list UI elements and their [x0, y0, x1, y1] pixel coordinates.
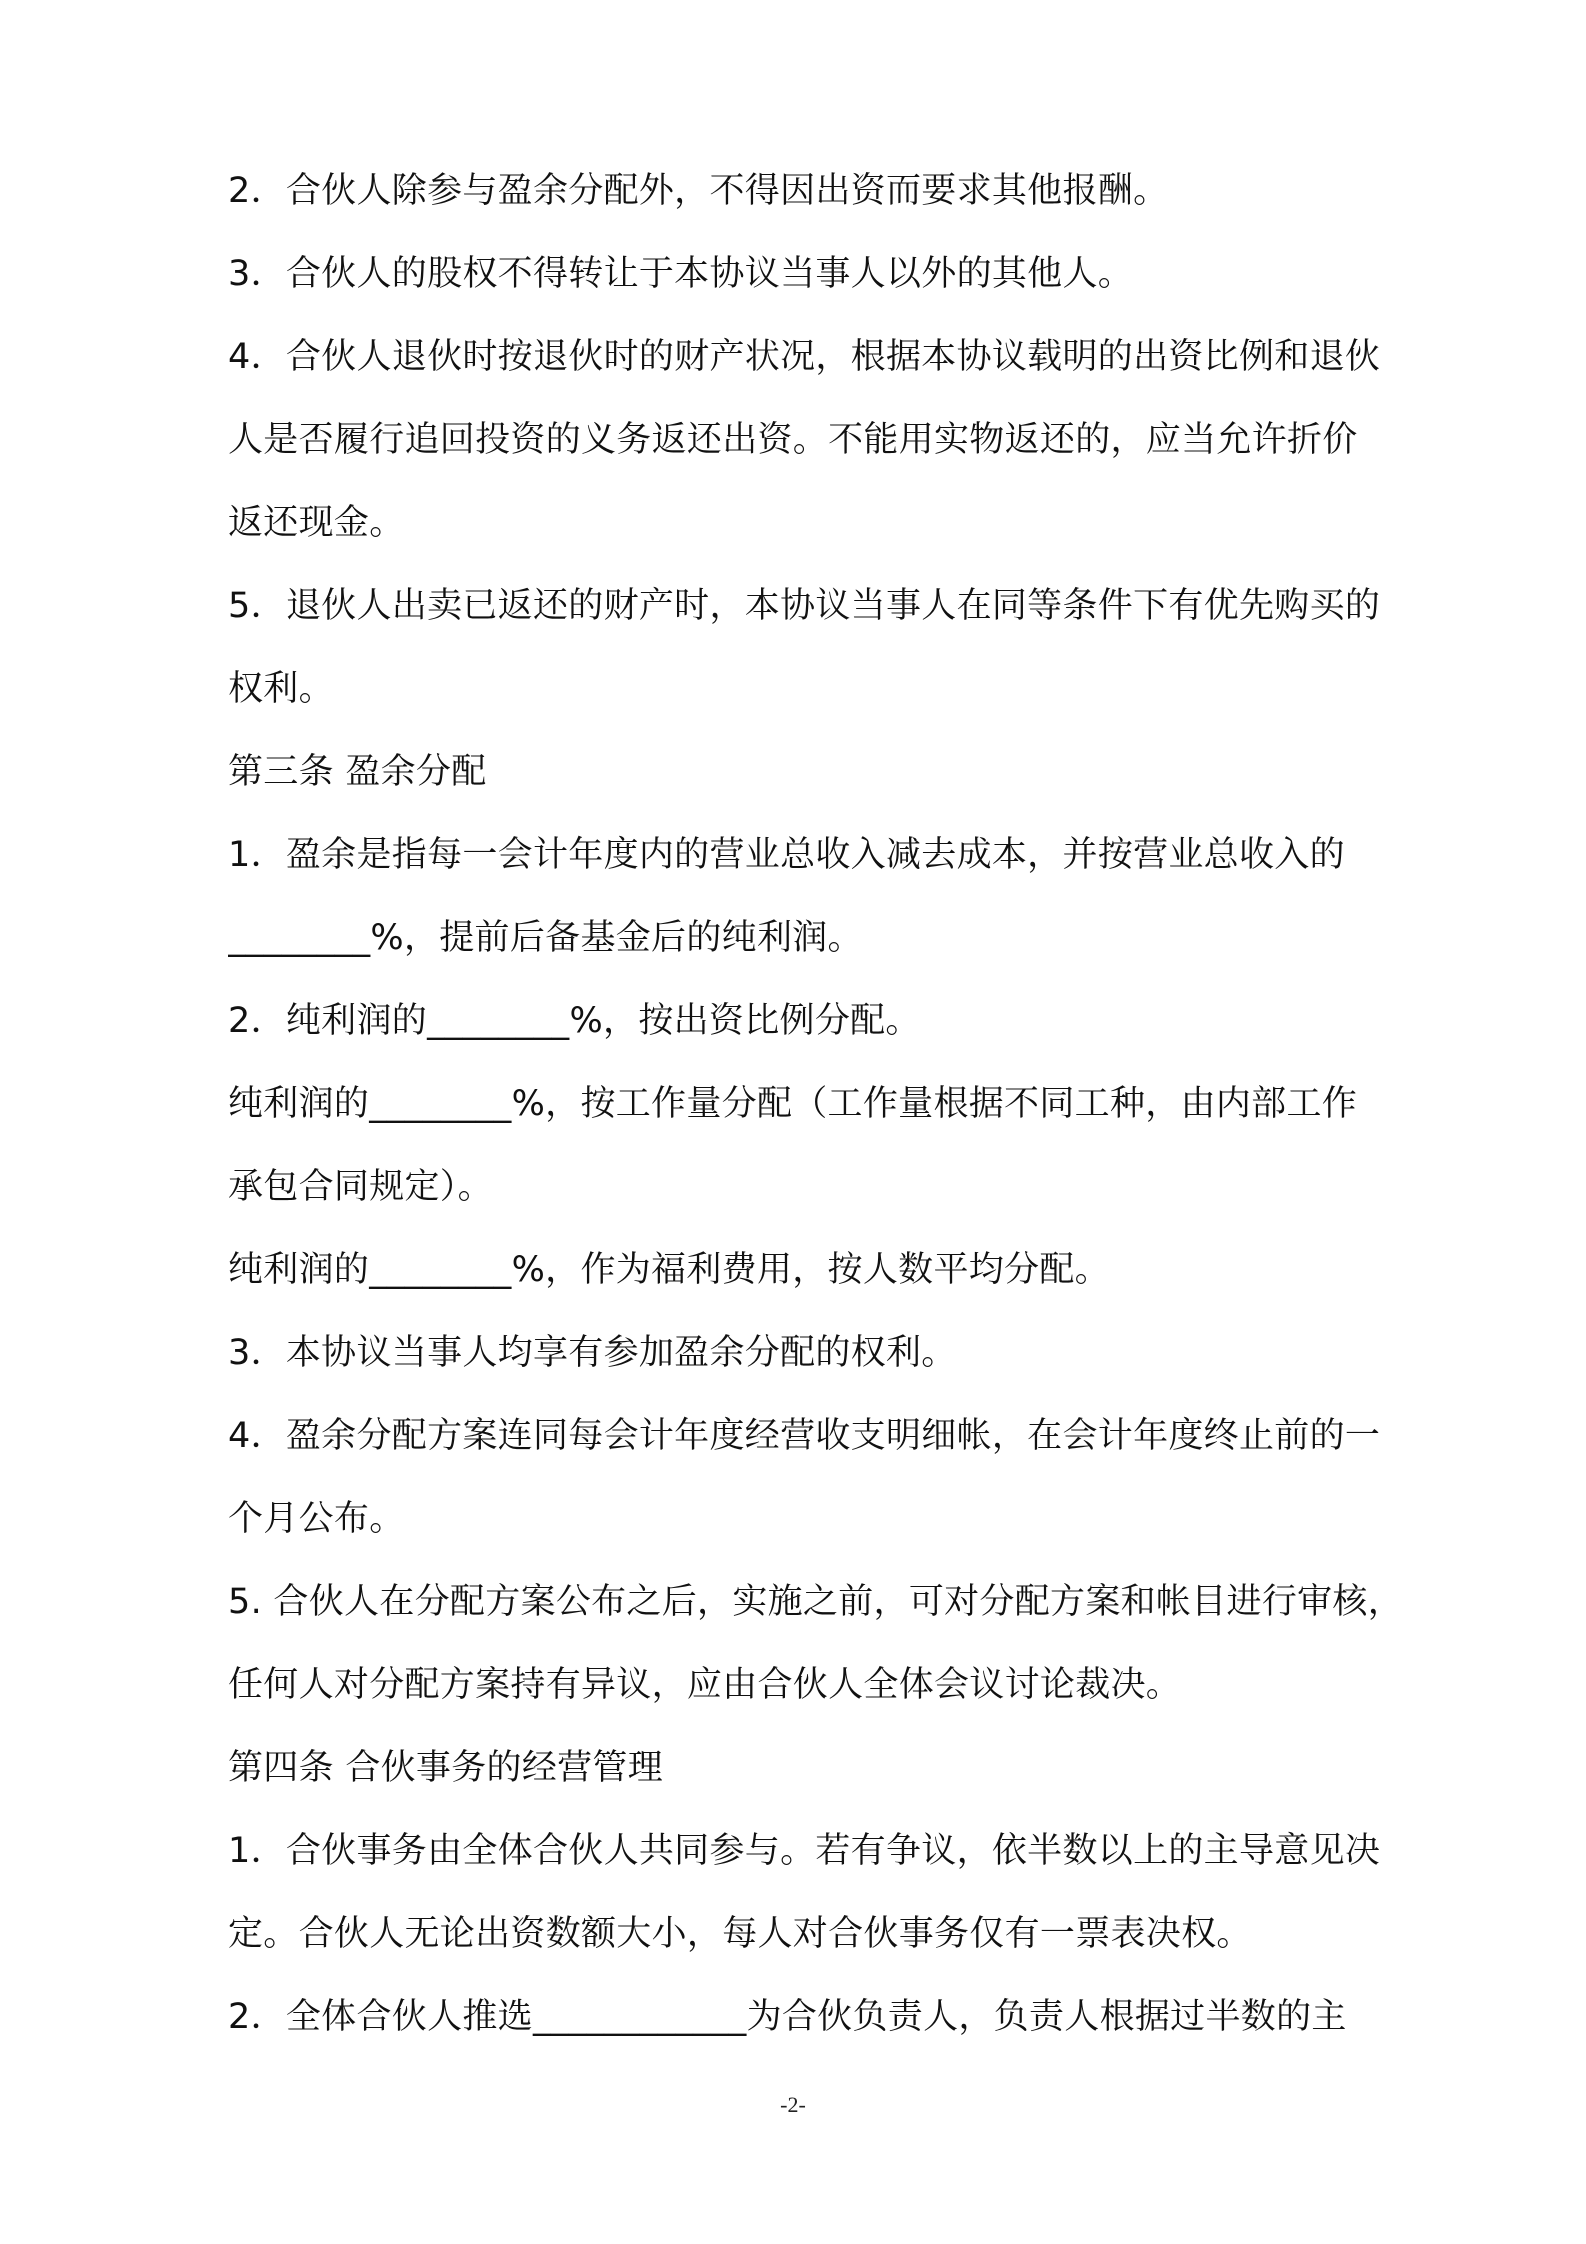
paragraph-line: 任何人对分配方案持有异议，应由合伙人全体会议讨论裁决。: [228, 1665, 1182, 1705]
section-heading: 第三条 盈余分配: [228, 752, 487, 792]
paragraph-line: 4．盈余分配方案连同每会计年度经营收支明细帐，在会计年度终止前的一: [228, 1416, 1381, 1456]
paragraph-line: 人是否履行追回投资的义务返还出资。不能用实物返还的，应当允许折价: [228, 420, 1358, 460]
paragraph-line: 4．合伙人退伙时按退伙时的财产状况，根据本协议载明的出资比例和退伙: [228, 337, 1381, 377]
paragraph-line: 纯利润的________%，按工作量分配（工作量根据不同工种，由内部工作: [228, 1084, 1358, 1124]
paragraph-line: 纯利润的________%，作为福利费用，按人数平均分配。: [228, 1250, 1110, 1290]
paragraph-line: 5．退伙人出卖已返还的财产时，本协议当事人在同等条件下有优先购买的: [228, 586, 1381, 626]
paragraph-line: 3．本协议当事人均享有参加盈余分配的权利。: [228, 1333, 957, 1373]
paragraph-line: 1．盈余是指每一会计年度内的营业总收入减去成本，并按营业总收入的: [228, 835, 1345, 875]
document-body: [228, 150, 1443, 2059]
paragraph-line: 2．纯利润的________%，按出资比例分配。: [228, 1001, 921, 1041]
paragraph-line: 定。合伙人无论出资数额大小，每人对合伙事务仅有一票表决权。: [228, 1914, 1252, 1954]
page-number: -2-: [780, 2092, 806, 2117]
paragraph-line: 权利。: [228, 669, 334, 709]
paragraph-line: 2．全体合伙人推选____________为合伙负责人，负责人根据过半数的主: [228, 1997, 1347, 2037]
paragraph-line: 个月公布。: [228, 1499, 405, 1539]
paragraph-line: 3．合伙人的股权不得转让于本协议当事人以外的其他人。: [228, 254, 1134, 294]
paragraph-line: 1．合伙事务由全体合伙人共同参与。若有争议，依半数以上的主导意见决: [228, 1831, 1381, 1871]
paragraph-line: 返还现金。: [228, 503, 405, 543]
section-heading: 第四条 合伙事务的经营管理: [228, 1748, 664, 1788]
paragraph-line: 5. 合伙人在分配方案公布之后，实施之前，可对分配方案和帐目进行审核，: [228, 1582, 1404, 1622]
paragraph-line: 承包合同规定）。: [228, 1167, 493, 1207]
paragraph-line: ________%，提前后备基金后的纯利润。: [228, 918, 863, 958]
paragraph-line: 2．合伙人除参与盈余分配外，不得因出资而要求其他报酬。: [228, 171, 1169, 211]
